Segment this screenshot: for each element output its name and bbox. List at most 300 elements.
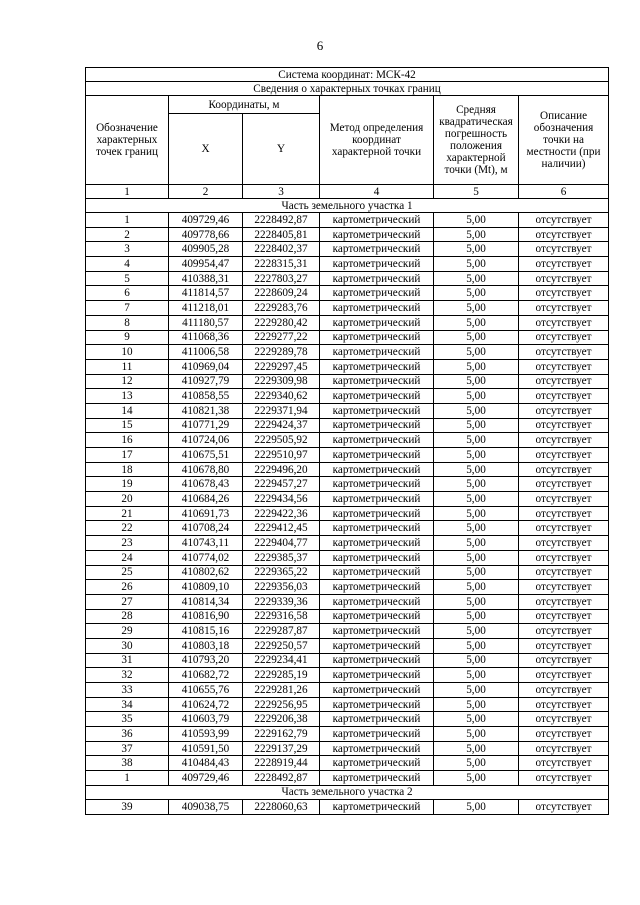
point-number-cell: 29: [86, 624, 169, 639]
method-cell: картометрический: [320, 389, 434, 404]
coord-x-cell: 410684,26: [169, 492, 243, 507]
method-cell: картометрический: [320, 638, 434, 653]
coord-x-cell: 410793,20: [169, 653, 243, 668]
coord-y-cell: 2229505,92: [243, 433, 320, 448]
point-number-cell: 25: [86, 565, 169, 580]
point-number-cell: 28: [86, 609, 169, 624]
method-cell: картометрический: [320, 771, 434, 786]
coord-y-cell: 2228402,37: [243, 242, 320, 257]
method-cell: картометрический: [320, 521, 434, 536]
table-row: [86, 506, 609, 521]
method-cell: картометрический: [320, 374, 434, 389]
error-mt-cell: 5,00: [434, 418, 519, 433]
description-cell: отсутствует: [519, 550, 609, 565]
point-number-cell: 33: [86, 683, 169, 698]
description-cell: отсутствует: [519, 624, 609, 639]
method-cell: картометрический: [320, 799, 434, 814]
header-row-top: [86, 96, 609, 114]
coord-y-cell: 2228060,63: [243, 799, 320, 814]
table-row: [86, 418, 609, 433]
coord-y-cell: 2229206,38: [243, 712, 320, 727]
description-cell: отсутствует: [519, 462, 609, 477]
coord-x-cell: 409729,46: [169, 213, 243, 228]
method-cell: картометрический: [320, 418, 434, 433]
error-mt-cell: 5,00: [434, 271, 519, 286]
method-cell: картометрический: [320, 668, 434, 683]
description-cell: отсутствует: [519, 594, 609, 609]
point-number-cell: 27: [86, 594, 169, 609]
error-mt-cell: 5,00: [434, 257, 519, 272]
part-title-row: [86, 785, 609, 799]
method-cell: картометрический: [320, 712, 434, 727]
point-number-cell: 1: [86, 771, 169, 786]
coord-y-cell: 2229250,57: [243, 638, 320, 653]
coord-x-cell: 410678,43: [169, 477, 243, 492]
description-cell: отсутствует: [519, 359, 609, 374]
system-title-row: [86, 68, 609, 82]
description-cell: отсутствует: [519, 683, 609, 698]
header-point-label: Обозначение характерных точек границ: [86, 96, 169, 185]
column-numbers-row: [86, 185, 609, 199]
table-row: [86, 653, 609, 668]
table-row: [86, 594, 609, 609]
error-mt-cell: 5,00: [434, 799, 519, 814]
error-mt-cell: 5,00: [434, 477, 519, 492]
table-row: [86, 521, 609, 536]
coord-y-cell: 2229137,29: [243, 741, 320, 756]
description-cell: отсутствует: [519, 653, 609, 668]
error-mt-cell: 5,00: [434, 242, 519, 257]
description-cell: отсутствует: [519, 668, 609, 683]
error-mt-cell: 5,00: [434, 286, 519, 301]
method-cell: картометрический: [320, 550, 434, 565]
part-title: Часть земельного участка 1: [86, 199, 609, 213]
point-number-cell: 19: [86, 477, 169, 492]
description-cell: отсутствует: [519, 345, 609, 360]
part-title: Часть земельного участка 2: [86, 785, 609, 799]
coord-y-cell: 2229285,19: [243, 668, 320, 683]
point-number-cell: 1: [86, 213, 169, 228]
coord-x-cell: 410708,24: [169, 521, 243, 536]
table-row: [86, 433, 609, 448]
column-number: 2: [169, 185, 243, 199]
table-row: [86, 257, 609, 272]
coord-x-cell: 410927,79: [169, 374, 243, 389]
error-mt-cell: 5,00: [434, 653, 519, 668]
method-cell: картометрический: [320, 492, 434, 507]
coord-x-cell: 410484,43: [169, 756, 243, 771]
description-cell: отсутствует: [519, 257, 609, 272]
point-number-cell: 37: [86, 741, 169, 756]
table-row: [86, 403, 609, 418]
point-number-cell: 30: [86, 638, 169, 653]
point-number-cell: 5: [86, 271, 169, 286]
error-mt-cell: 5,00: [434, 771, 519, 786]
coord-x-cell: 411006,58: [169, 345, 243, 360]
method-cell: картометрический: [320, 330, 434, 345]
table-row: [86, 330, 609, 345]
coord-y-cell: 2229371,94: [243, 403, 320, 418]
coord-y-cell: 2229434,56: [243, 492, 320, 507]
table-row: [86, 624, 609, 639]
error-mt-cell: 5,00: [434, 727, 519, 742]
table-row: [86, 301, 609, 316]
error-mt-cell: 5,00: [434, 462, 519, 477]
table-row: [86, 638, 609, 653]
coord-y-cell: 2229510,97: [243, 448, 320, 463]
error-mt-cell: 5,00: [434, 697, 519, 712]
table-row: [86, 771, 609, 786]
description-cell: отсутствует: [519, 565, 609, 580]
table-row: [86, 271, 609, 286]
coord-y-cell: 2229162,79: [243, 727, 320, 742]
table-row: [86, 374, 609, 389]
error-mt-cell: 5,00: [434, 506, 519, 521]
point-number-cell: 21: [86, 506, 169, 521]
coord-y-cell: 2227803,27: [243, 271, 320, 286]
coord-x-cell: 410816,90: [169, 609, 243, 624]
method-cell: картометрический: [320, 565, 434, 580]
point-number-cell: 24: [86, 550, 169, 565]
coord-x-cell: 410655,76: [169, 683, 243, 698]
method-cell: картометрический: [320, 477, 434, 492]
description-cell: отсутствует: [519, 433, 609, 448]
column-number: 4: [320, 185, 434, 199]
point-number-cell: 23: [86, 536, 169, 551]
point-number-cell: 9: [86, 330, 169, 345]
method-cell: картометрический: [320, 271, 434, 286]
coord-y-cell: 2229280,42: [243, 315, 320, 330]
description-cell: отсутствует: [519, 697, 609, 712]
coord-x-cell: 410678,80: [169, 462, 243, 477]
coord-y-cell: 2229404,77: [243, 536, 320, 551]
error-mt-cell: 5,00: [434, 712, 519, 727]
coord-x-cell: 409729,46: [169, 771, 243, 786]
coord-x-cell: 409954,47: [169, 257, 243, 272]
coord-y-cell: 2228609,24: [243, 286, 320, 301]
description-cell: отсутствует: [519, 389, 609, 404]
point-number-cell: 15: [86, 418, 169, 433]
method-cell: картометрический: [320, 697, 434, 712]
coord-x-cell: 410803,18: [169, 638, 243, 653]
description-cell: отсутствует: [519, 477, 609, 492]
table-row: [86, 683, 609, 698]
method-cell: картометрический: [320, 756, 434, 771]
coord-y-cell: 2229283,76: [243, 301, 320, 316]
point-number-cell: 35: [86, 712, 169, 727]
coord-x-cell: 411068,36: [169, 330, 243, 345]
error-mt-cell: 5,00: [434, 756, 519, 771]
table-row: [86, 697, 609, 712]
error-mt-cell: 5,00: [434, 301, 519, 316]
table-row: [86, 580, 609, 595]
method-cell: картометрический: [320, 594, 434, 609]
coord-y-cell: 2229297,45: [243, 359, 320, 374]
table-row: [86, 462, 609, 477]
column-number: 6: [519, 185, 609, 199]
coord-y-cell: 2229496,20: [243, 462, 320, 477]
coord-x-cell: 410771,29: [169, 418, 243, 433]
point-number-cell: 18: [86, 462, 169, 477]
point-number-cell: 13: [86, 389, 169, 404]
point-number-cell: 7: [86, 301, 169, 316]
table-row: [86, 550, 609, 565]
description-cell: отсутствует: [519, 403, 609, 418]
method-cell: картометрический: [320, 580, 434, 595]
error-mt-cell: 5,00: [434, 536, 519, 551]
method-cell: картометрический: [320, 301, 434, 316]
error-mt-cell: 5,00: [434, 315, 519, 330]
error-mt-cell: 5,00: [434, 389, 519, 404]
coord-x-cell: 409778,66: [169, 227, 243, 242]
coord-y-cell: 2229316,58: [243, 609, 320, 624]
table-row: [86, 799, 609, 814]
error-mt-cell: 5,00: [434, 213, 519, 228]
table-row: [86, 389, 609, 404]
column-number: 3: [243, 185, 320, 199]
coord-y-cell: 2228492,87: [243, 771, 320, 786]
description-cell: отсутствует: [519, 741, 609, 756]
header-description-label: Описание обозначения точки на местности (при наличии): [519, 96, 609, 185]
coord-x-cell: 410682,72: [169, 668, 243, 683]
point-number-cell: 8: [86, 315, 169, 330]
coord-y-cell: 2229277,22: [243, 330, 320, 345]
table-row: [86, 345, 609, 360]
point-number-cell: 38: [86, 756, 169, 771]
coord-x-cell: 410815,16: [169, 624, 243, 639]
error-mt-cell: 5,00: [434, 403, 519, 418]
coord-y-cell: 2229422,36: [243, 506, 320, 521]
coord-y-cell: 2229424,37: [243, 418, 320, 433]
description-cell: отсутствует: [519, 536, 609, 551]
column-number: 5: [434, 185, 519, 199]
table-row: [86, 286, 609, 301]
point-number-cell: 20: [86, 492, 169, 507]
error-mt-cell: 5,00: [434, 638, 519, 653]
method-cell: картометрический: [320, 315, 434, 330]
method-cell: картометрический: [320, 727, 434, 742]
coord-x-cell: 410969,04: [169, 359, 243, 374]
table-row: [86, 536, 609, 551]
method-cell: картометрический: [320, 653, 434, 668]
error-mt-cell: 5,00: [434, 609, 519, 624]
point-number-cell: 32: [86, 668, 169, 683]
coord-y-cell: 2229340,62: [243, 389, 320, 404]
point-number-cell: 39: [86, 799, 169, 814]
description-cell: отсутствует: [519, 771, 609, 786]
coord-x-cell: 411814,57: [169, 286, 243, 301]
method-cell: картометрический: [320, 403, 434, 418]
coord-x-cell: 409038,75: [169, 799, 243, 814]
point-number-cell: 31: [86, 653, 169, 668]
table-row: [86, 756, 609, 771]
method-cell: картометрический: [320, 433, 434, 448]
method-cell: картометрический: [320, 609, 434, 624]
coord-x-cell: 411180,57: [169, 315, 243, 330]
description-cell: отсутствует: [519, 315, 609, 330]
description-cell: отсутствует: [519, 506, 609, 521]
description-cell: отсутствует: [519, 374, 609, 389]
coord-x-cell: 410388,31: [169, 271, 243, 286]
coord-y-cell: 2229412,45: [243, 521, 320, 536]
description-cell: отсутствует: [519, 712, 609, 727]
coord-y-cell: 2229234,41: [243, 653, 320, 668]
page-number: 6: [316, 38, 324, 53]
description-cell: отсутствует: [519, 418, 609, 433]
method-cell: картометрический: [320, 286, 434, 301]
error-mt-cell: 5,00: [434, 565, 519, 580]
description-cell: отсутствует: [519, 227, 609, 242]
method-cell: картометрический: [320, 448, 434, 463]
point-number-cell: 4: [86, 257, 169, 272]
point-number-cell: 22: [86, 521, 169, 536]
table-row: [86, 448, 609, 463]
description-cell: отсутствует: [519, 727, 609, 742]
coord-y-cell: 2229289,78: [243, 345, 320, 360]
coord-y-cell: 2228405,81: [243, 227, 320, 242]
coord-y-cell: 2229339,36: [243, 594, 320, 609]
error-mt-cell: 5,00: [434, 433, 519, 448]
description-cell: отсутствует: [519, 799, 609, 814]
part-title-row: [86, 199, 609, 213]
table-row: [86, 565, 609, 580]
header-coords-label: Координаты, м: [169, 96, 320, 114]
coord-x-cell: 410802,62: [169, 565, 243, 580]
error-mt-cell: 5,00: [434, 624, 519, 639]
section-title-row: [86, 82, 609, 96]
coord-x-cell: 410691,73: [169, 506, 243, 521]
method-cell: картометрический: [320, 506, 434, 521]
coord-x-cell: 410774,02: [169, 550, 243, 565]
description-cell: отсутствует: [519, 521, 609, 536]
error-mt-cell: 5,00: [434, 594, 519, 609]
method-cell: картометрический: [320, 213, 434, 228]
point-number-cell: 11: [86, 359, 169, 374]
description-cell: отсутствует: [519, 638, 609, 653]
table-row: [86, 359, 609, 374]
table-row: [86, 712, 609, 727]
point-number-cell: 17: [86, 448, 169, 463]
error-mt-cell: 5,00: [434, 550, 519, 565]
point-number-cell: 2: [86, 227, 169, 242]
error-mt-cell: 5,00: [434, 741, 519, 756]
error-mt-cell: 5,00: [434, 227, 519, 242]
coordinates-table: [85, 67, 609, 815]
system-title: Система координат: МСК-42: [86, 68, 609, 82]
description-cell: отсутствует: [519, 580, 609, 595]
point-number-cell: 26: [86, 580, 169, 595]
header-y-label: Y: [243, 114, 320, 185]
point-number-cell: 3: [86, 242, 169, 257]
point-number-cell: 6: [86, 286, 169, 301]
table-row: [86, 227, 609, 242]
method-cell: картометрический: [320, 227, 434, 242]
method-cell: картометрический: [320, 359, 434, 374]
method-cell: картометрический: [320, 683, 434, 698]
error-mt-cell: 5,00: [434, 668, 519, 683]
description-cell: отсутствует: [519, 271, 609, 286]
coord-y-cell: 2229457,27: [243, 477, 320, 492]
header-x-label: X: [169, 114, 243, 185]
header-error-label: Средняя квадратическая погрешность положения характерной точки (Mt), м: [434, 96, 519, 185]
coord-x-cell: 410809,10: [169, 580, 243, 595]
method-cell: картометрический: [320, 242, 434, 257]
coord-y-cell: 2229365,22: [243, 565, 320, 580]
description-cell: отсутствует: [519, 492, 609, 507]
coord-y-cell: 2229256,95: [243, 697, 320, 712]
coord-y-cell: 2229385,37: [243, 550, 320, 565]
coord-x-cell: 409905,28: [169, 242, 243, 257]
coord-x-cell: 410624,72: [169, 697, 243, 712]
error-mt-cell: 5,00: [434, 359, 519, 374]
coord-x-cell: 410724,06: [169, 433, 243, 448]
error-mt-cell: 5,00: [434, 374, 519, 389]
method-cell: картометрический: [320, 741, 434, 756]
method-cell: картометрический: [320, 624, 434, 639]
error-mt-cell: 5,00: [434, 521, 519, 536]
section-title: Сведения о характерных точках границ: [86, 82, 609, 96]
description-cell: отсутствует: [519, 242, 609, 257]
description-cell: отсутствует: [519, 286, 609, 301]
point-number-cell: 14: [86, 403, 169, 418]
table-row: [86, 315, 609, 330]
table-row: [86, 727, 609, 742]
error-mt-cell: 5,00: [434, 580, 519, 595]
description-cell: отсутствует: [519, 330, 609, 345]
description-cell: отсутствует: [519, 756, 609, 771]
coord-x-cell: 411218,01: [169, 301, 243, 316]
point-number-cell: 10: [86, 345, 169, 360]
error-mt-cell: 5,00: [434, 448, 519, 463]
method-cell: картометрический: [320, 536, 434, 551]
coord-x-cell: 410591,50: [169, 741, 243, 756]
table-row: [86, 242, 609, 257]
coord-x-cell: 410858,55: [169, 389, 243, 404]
point-number-cell: 34: [86, 697, 169, 712]
coord-y-cell: 2229287,87: [243, 624, 320, 639]
table-row: [86, 609, 609, 624]
method-cell: картометрический: [320, 257, 434, 272]
coord-y-cell: 2228315,31: [243, 257, 320, 272]
coord-x-cell: 410743,11: [169, 536, 243, 551]
error-mt-cell: 5,00: [434, 345, 519, 360]
table-row: [86, 741, 609, 756]
coord-y-cell: 2228919,44: [243, 756, 320, 771]
header-method-label: Метод определения координат характерной точки: [320, 96, 434, 185]
point-number-cell: 16: [86, 433, 169, 448]
coord-x-cell: 410603,79: [169, 712, 243, 727]
method-cell: картометрический: [320, 462, 434, 477]
error-mt-cell: 5,00: [434, 492, 519, 507]
point-number-cell: 36: [86, 727, 169, 742]
error-mt-cell: 5,00: [434, 330, 519, 345]
table-row: [86, 492, 609, 507]
point-number-cell: 12: [86, 374, 169, 389]
description-cell: отсутствует: [519, 448, 609, 463]
method-cell: картометрический: [320, 345, 434, 360]
table-row: [86, 477, 609, 492]
description-cell: отсутствует: [519, 301, 609, 316]
table-row: [86, 668, 609, 683]
description-cell: отсутствует: [519, 213, 609, 228]
coord-y-cell: 2229309,98: [243, 374, 320, 389]
coord-x-cell: 410593,99: [169, 727, 243, 742]
description-cell: отсутствует: [519, 609, 609, 624]
table-row: [86, 213, 609, 228]
column-number: 1: [86, 185, 169, 199]
coord-y-cell: 2228492,87: [243, 213, 320, 228]
coord-y-cell: 2229356,03: [243, 580, 320, 595]
